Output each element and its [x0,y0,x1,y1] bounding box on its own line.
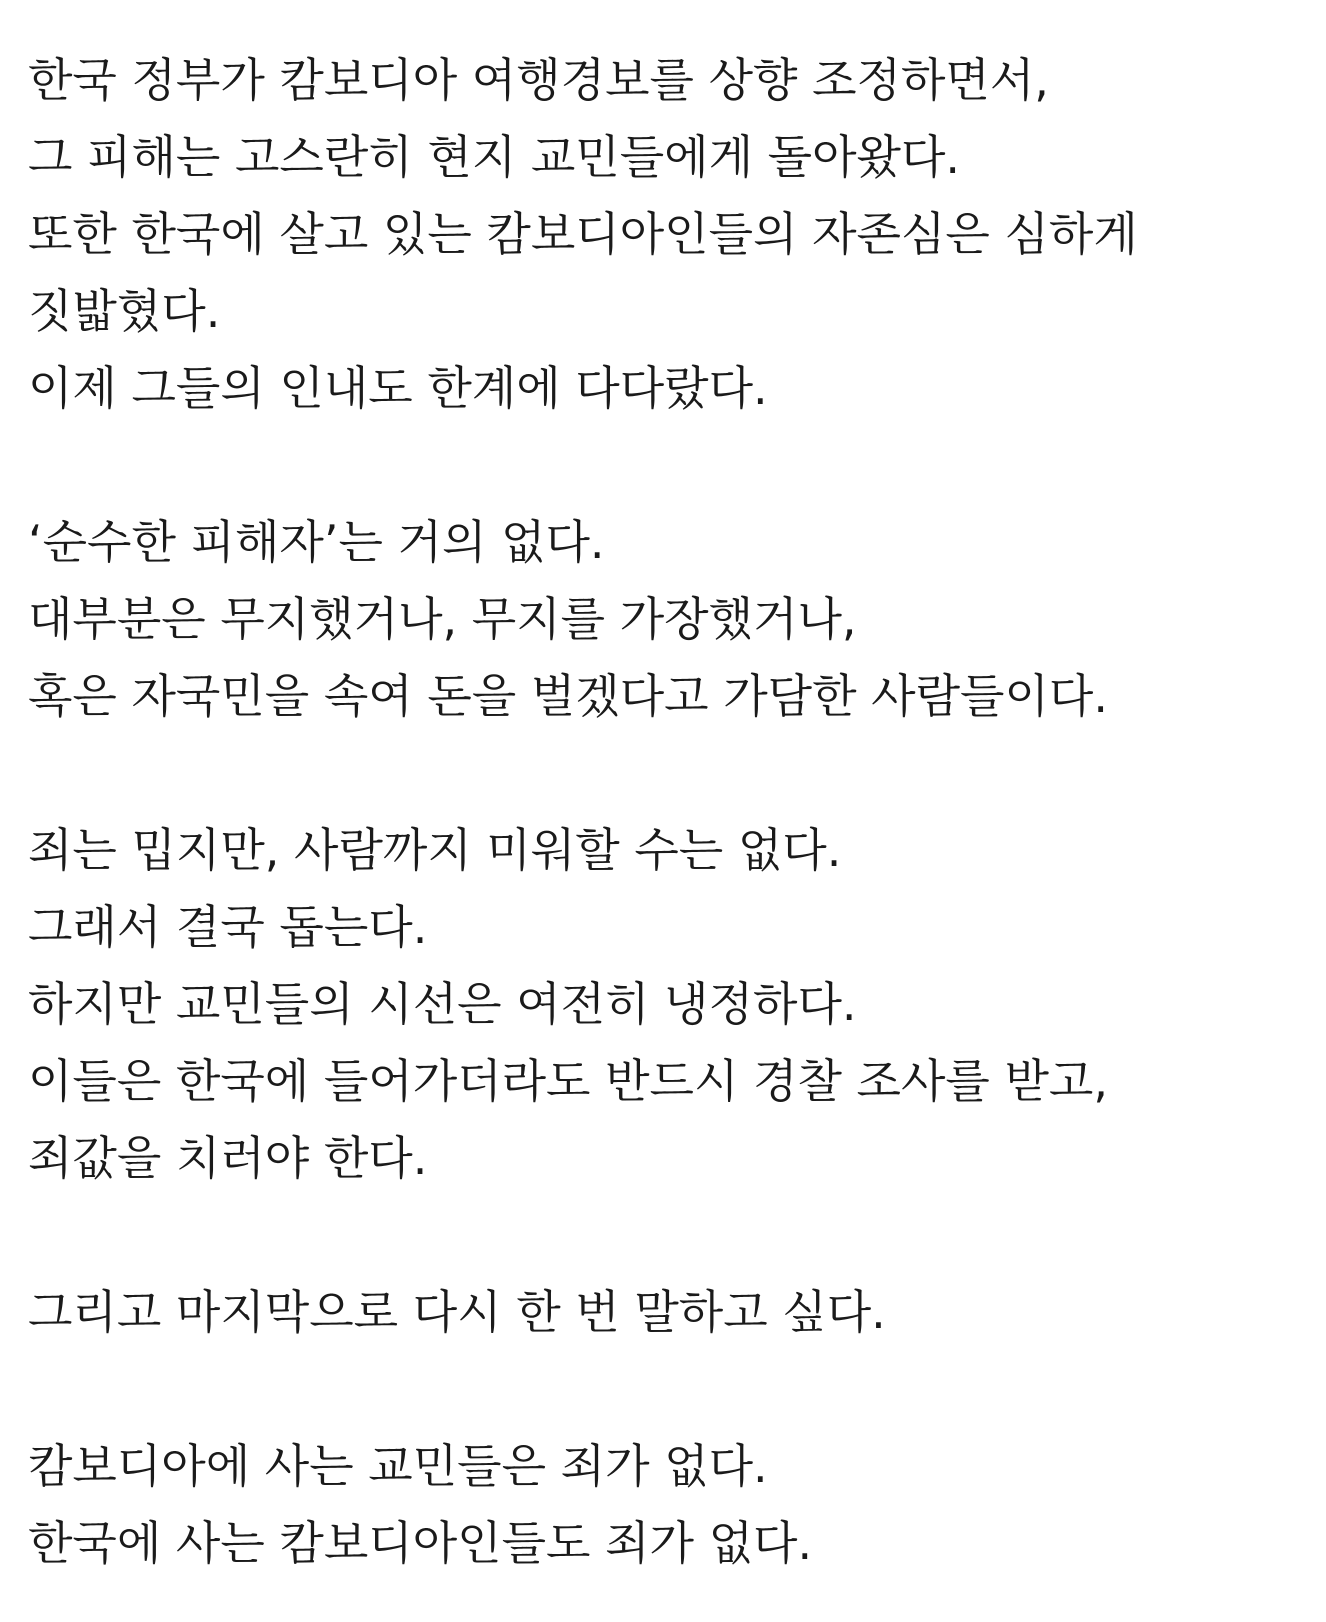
paragraph [28,1274,1318,1351]
text-line: 캄보디아에 사는 교민들은 죄가 없다. [28,1439,768,1493]
text-line: 이제 그들의 인내도 한계에 다다랐다. [28,361,768,415]
text-line: 한국에 사는 캄보디아인들도 죄가 없다. [28,1516,813,1570]
paragraph [28,504,1318,735]
text-line: 한국 정부가 캄보디아 여행경보를 상향 조정하면서, [28,53,1049,107]
text-line: 죄는 밉지만, 사람까지 미워할 수는 없다. [28,823,842,877]
paragraph-gap [28,1197,1318,1274]
text-line: 그 피해는 고스란히 현지 교민들에게 돌아왔다. [28,130,961,184]
text-line: 혹은 자국민을 속여 돈을 벌겠다고 가담한 사람들이다. [28,669,1108,723]
paragraph-gap [28,1351,1318,1428]
paragraph [28,812,1318,1197]
text-line: 짓밟혔다. [28,284,221,338]
paragraph-gap [28,735,1318,812]
paragraph [28,42,1318,427]
text-line: ‘순수한 피해자’는 거의 없다. [28,515,605,569]
text-line: 대부분은 무지했거나, 무지를 가장했거나, [28,592,857,646]
text-line: 이들은 한국에 들어가더라도 반드시 경찰 조사를 받고, [28,1054,1108,1108]
text-line: 죄값을 치러야 한다. [28,1131,428,1185]
text-line: 또한 한국에 살고 있는 캄보디아인들의 자존심은 심하게 [28,207,1138,261]
text-line: 그래서 결국 돕는다. [28,900,428,954]
paragraph [28,1428,1318,1582]
document-body [28,42,1318,1582]
paragraph-gap [28,427,1318,504]
text-line: 그리고 마지막으로 다시 한 번 말하고 싶다. [28,1285,886,1339]
text-line: 하지만 교민들의 시선은 여전히 냉정하다. [28,977,857,1031]
